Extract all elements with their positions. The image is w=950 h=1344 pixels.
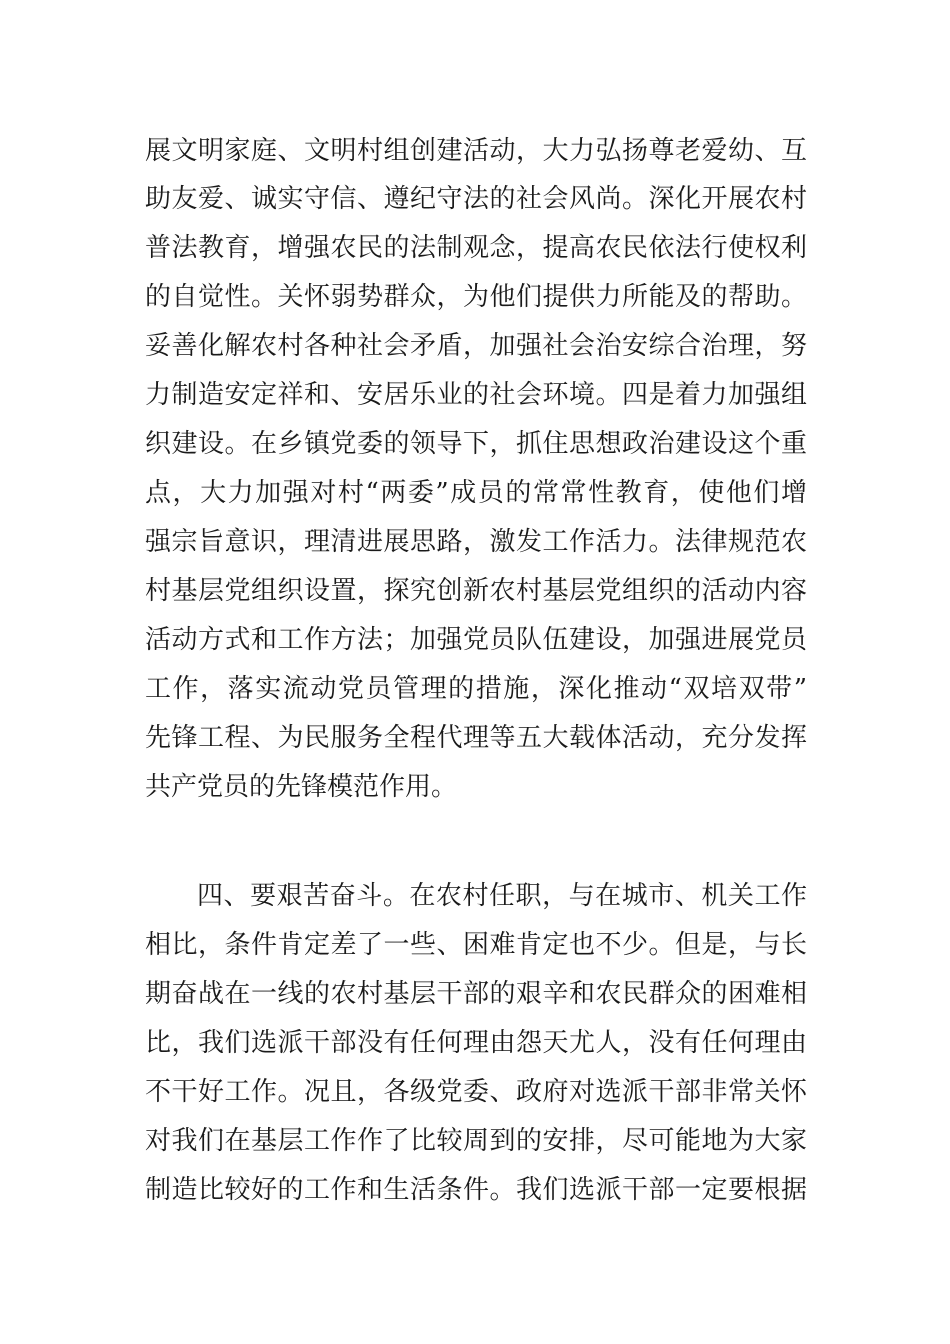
paragraph-1-line-2: 助友爱、诚实守信、遵纪守法的社会风尚。深化开展农村 bbox=[145, 184, 807, 214]
paragraph-1-line-9: 强宗旨意识，理清进展思路，激发工作活力。法律规范农 bbox=[145, 527, 807, 557]
paragraph-2-line-3: 期奋战在一线的农村基层干部的艰辛和农民群众的困难相 bbox=[145, 979, 807, 1009]
paragraph-1-line-6: 力制造安定祥和、安居乐业的社会环境。四是着力加强组 bbox=[145, 380, 807, 410]
paragraph-1-line-5: 妥善化解农村各种社会矛盾，加强社会治安综合治理，努 bbox=[145, 331, 807, 361]
paragraph-1-line-13: 先锋工程、为民服务全程代理等五大载体活动，充分发挥 bbox=[145, 723, 807, 753]
paragraph-1-line-10: 村基层党组织设置，探究创新农村基层党组织的活动内容 bbox=[145, 576, 807, 606]
paragraph-1-line-14: 共产党员的先锋模范作用。 bbox=[145, 772, 458, 802]
paragraph-2-line-2: 相比，条件肯定差了一些、困难肯定也不少。但是，与长 bbox=[145, 930, 807, 960]
paragraph-2-line-7: 制造比较好的工作和生活条件。我们选派干部一定要根据 bbox=[145, 1175, 807, 1205]
paragraph-2-line-5: 不干好工作。况且，各级党委、政府对选派干部非常关怀 bbox=[145, 1077, 807, 1107]
paragraph-2-line-1: 四、要艰苦奋斗。在农村任职，与在城市、机关工作 bbox=[197, 881, 807, 911]
paragraph-1-line-1: 展文明家庭、文明村组创建活动，大力弘扬尊老爱幼、互 bbox=[145, 136, 807, 166]
paragraph-2-line-6: 对我们在基层工作作了比较周到的安排，尽可能地为大家 bbox=[145, 1126, 807, 1156]
paragraph-1-line-3: 普法教育，增强农民的法制观念，提高农民依法行使权利 bbox=[145, 233, 807, 263]
paragraph-1-line-7: 织建设。在乡镇党委的领导下，抓住思想政治建设这个重 bbox=[145, 429, 807, 459]
paragraph-2-line-4: 比，我们选派干部没有任何理由怨天尤人，没有任何理由 bbox=[145, 1028, 807, 1058]
paragraph-1-line-12: 工作，落实流动党员管理的措施，深化推动“双培双带” bbox=[145, 674, 807, 704]
paragraph-1-line-11: 活动方式和工作方法；加强党员队伍建设，加强进展党员 bbox=[145, 625, 807, 655]
paragraph-1-line-8: 点，大力加强对村“两委”成员的常常性教育，使他们增 bbox=[145, 478, 807, 508]
paragraph-1-line-4: 的自觉性。关怀弱势群众，为他们提供力所能及的帮助。 bbox=[145, 282, 807, 312]
